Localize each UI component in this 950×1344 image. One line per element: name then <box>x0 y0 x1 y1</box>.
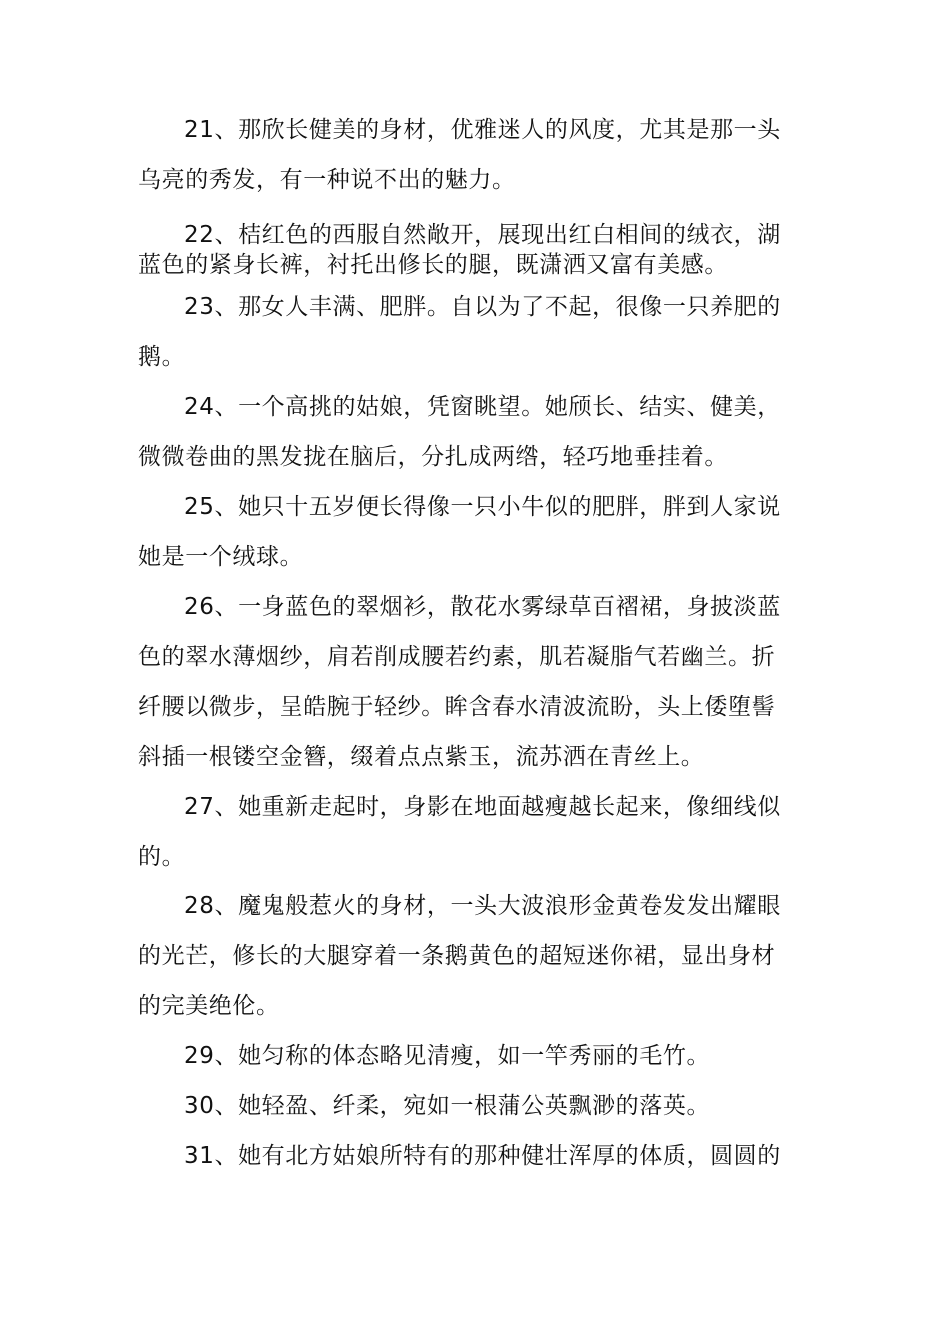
paragraph-22-line-1: 22、桔红色的西服自然敞开，展现出红白相间的绒衣，湖 <box>184 222 781 248</box>
paragraph-24-line-1: 24、一个高挑的姑娘，凭窗眺望。她颀长、结实、健美， <box>184 394 781 420</box>
paragraph-28-line-2: 的光芒，修长的大腿穿着一条鹅黄色的超短迷你裙，显出身材 <box>138 943 776 969</box>
paragraph-25-line-2: 她是一个绒球。 <box>138 544 304 570</box>
paragraph-25-line-1: 25、她只十五岁便长得像一只小牛似的肥胖，胖到人家说 <box>184 494 781 520</box>
paragraph-26-line-1: 26、一身蓝色的翠烟衫，散花水雾绿草百褶裙，身披淡蓝 <box>184 594 781 620</box>
paragraph-22-line-2: 蓝色的紧身长裤，衬托出修长的腿，既潇洒又富有美感。 <box>138 252 728 278</box>
paragraph-23-line-2: 鹅。 <box>138 344 186 370</box>
paragraph-26-line-3: 纤腰以微步，呈皓腕于轻纱。眸含春水清波流盼，头上倭堕髻 <box>138 694 776 720</box>
paragraph-24-line-2: 微微卷曲的黑发拢在脑后，分扎成两绺，轻巧地垂挂着。 <box>138 444 728 470</box>
paragraph-21-line-1: 21、那欣长健美的身材，优雅迷人的风度，尤其是那一头 <box>184 117 781 143</box>
paragraph-21-line-2: 乌亮的秀发，有一种说不出的魅力。 <box>138 167 516 193</box>
paragraph-28-line-1: 28、魔鬼般惹火的身材，一头大波浪形金黄卷发发出耀眼 <box>184 893 781 919</box>
paragraph-30-line-1: 30、她轻盈、纤柔，宛如一根蒲公英飘渺的落英。 <box>184 1093 711 1119</box>
paragraph-27-line-1: 27、她重新走起时，身影在地面越瘦越长起来，像细线似 <box>184 794 781 820</box>
paragraph-28-line-3: 的完美绝伦。 <box>138 993 280 1019</box>
paragraph-26-line-4: 斜插一根镂空金簪，缀着点点紫玉，流苏洒在青丝上。 <box>138 744 705 770</box>
paragraph-27-line-2: 的。 <box>138 844 186 870</box>
paragraph-31-line-1: 31、她有北方姑娘所特有的那种健壮浑厚的体质，圆圆的 <box>184 1143 781 1169</box>
paragraph-29-line-1: 29、她匀称的体态略见清瘦，如一竿秀丽的毛竹。 <box>184 1043 711 1069</box>
paragraph-26-line-2: 色的翠水薄烟纱，肩若削成腰若约素，肌若凝脂气若幽兰。折 <box>138 644 776 670</box>
paragraph-23-line-1: 23、那女人丰满、肥胖。自以为了不起，很像一只养肥的 <box>184 294 781 320</box>
